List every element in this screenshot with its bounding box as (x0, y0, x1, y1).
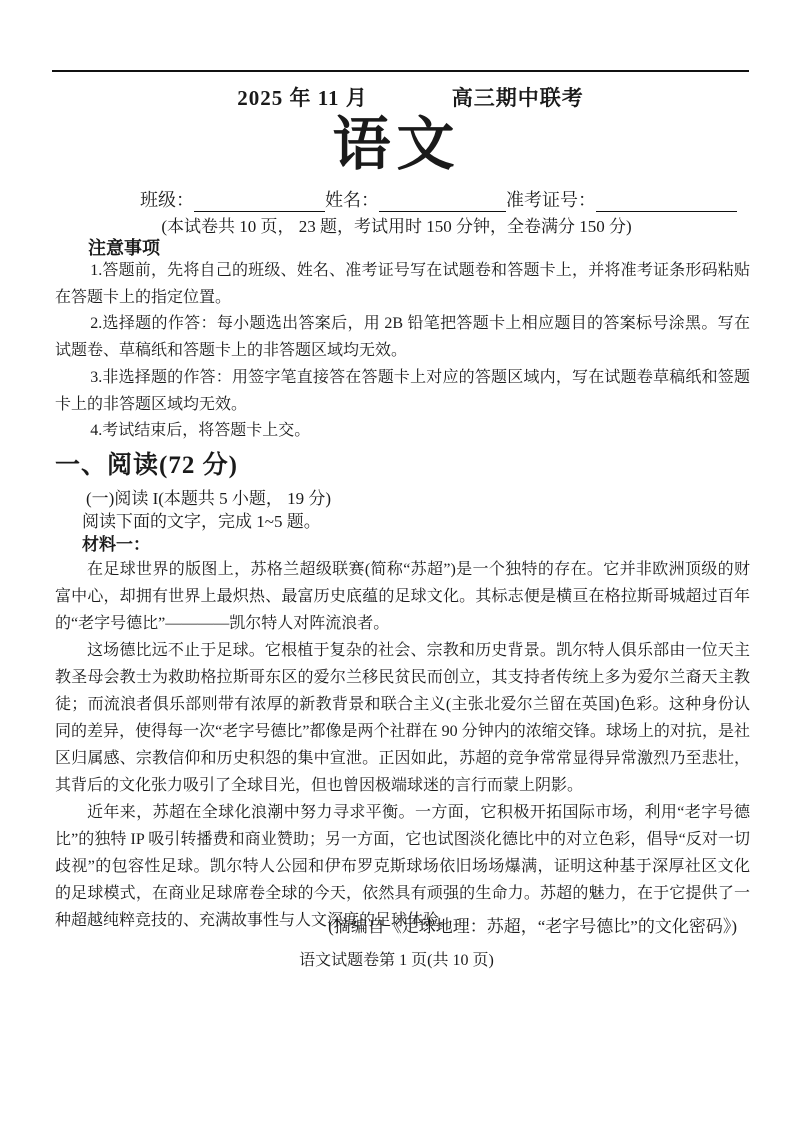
class-blank (194, 191, 325, 212)
notice-item: 4.考试结束后，将答题卡上交。 (90, 422, 311, 440)
subject-title: 语文 (332, 112, 461, 177)
passage-attribution: (摘编自《足球地理：苏超，“老字号德比”的文化密码》) (328, 917, 737, 936)
admission-blank (596, 191, 737, 212)
notice-item: 3.非选择题的作答：用签字笔直接答在答题卡上对应的答题区域内，写在试题卷草稿纸和签题卡上的非答题区域均无效。 (55, 368, 750, 413)
reading-passage (55, 556, 750, 934)
admission-label: 准考证号： (506, 190, 596, 210)
page-footer: 语文试题卷第 1 页(共 10 页) (299, 952, 494, 969)
reading-task: 阅读下面的文字，完成 1~5 题。 (82, 512, 321, 531)
section-intro (55, 487, 750, 556)
passage-paragraph: 近年来，苏超在全球化浪潮中努力寻求平衡。一方面，它积极开拓国际市场，利用“老字号德比”的独特 IP 吸引转播费和商业赞助；另一方面，它也试图淡化德比中的对立色彩，倡导“反对一切歧视”的包容性足球。凯尔特人公园和伊布罗克斯球场依旧场场爆满，证明这种基于深厚社区文化的足球模式，在商业足球席卷全球的今天，依然具有顽强的生命力。苏超的魅力，在于它提供了一种超越纯粹竞技的、充满故事性与人文深度的足球体验。 (55, 804, 750, 929)
name-blank (379, 191, 506, 212)
notice-item: 2.选择题的作答：每小题选出答案后，用 2B 铅笔把答题卡上相应题目的答案标号涂黑。写在试题卷、草稿纸和答题卡上的非答题区域均无效。 (55, 315, 750, 360)
notice-title: 注意事项 (88, 238, 160, 258)
exam-header (14, 82, 793, 112)
class-label: 班级： (140, 190, 194, 210)
name-label: 姓名： (325, 190, 379, 210)
exam-date: 2025 年 11 月 (237, 86, 368, 110)
passage-paragraph: 在足球世界的版图上，苏格兰超级联赛(简称“苏超”)是一个独特的存在。它并非欧洲顶级的财富中心，却拥有世界上最炽热、最富历史底蕴的足球文化。其标志便是横亘在格拉斯哥城超过百年的“老字号德比”————凯尔特人对阵流浪者。 (55, 561, 750, 632)
material-label: 材料一： (82, 535, 150, 554)
notice-item: 1.答题前，先将自己的班级、姓名、准考证号写在试题卷和答题卡上，并将准考证条形码粘贴在答题卡上的指定位置。 (55, 262, 750, 306)
student-info-form (140, 188, 737, 212)
section-subheading: (一)阅读 I(本题共 5 小题， 19 分) (86, 489, 332, 508)
exam-name: 高三期中联考 (451, 86, 584, 110)
passage-paragraph: 这场德比远不止于足球。它根植于复杂的社会、宗教和历史背景。凯尔特人俱乐部由一位天主教圣母会教士为救助格拉斯哥东区的爱尔兰移民贫民而创立，其支持者传统上多为爱尔兰裔天主教徒；而流浪者俱乐部则带有浓厚的新教背景和联合主义(主张北爱尔兰留在英国)色彩。这种身份认同的差异，使得每一次“老字号德比”都像是两个社群在 90 分钟内的浓缩交锋。球场上的对抗，是社区归属感、宗教信仰和历史积怨的集中宣泄。正因如此，苏超的竞争常常显得异常激烈乃至悲壮，其背后的文化张力吸引了全球目光，但也曾因极端球迷的言行而蒙上阴影。 (55, 642, 750, 794)
paper-info: (本试卷共 10 页， 23 题，考试用时 150 分钟，全卷满分 150 分) (161, 217, 632, 236)
notice-list (55, 258, 750, 445)
section-heading: 一、阅读(72 分) (55, 452, 238, 479)
header-rule (52, 70, 749, 72)
